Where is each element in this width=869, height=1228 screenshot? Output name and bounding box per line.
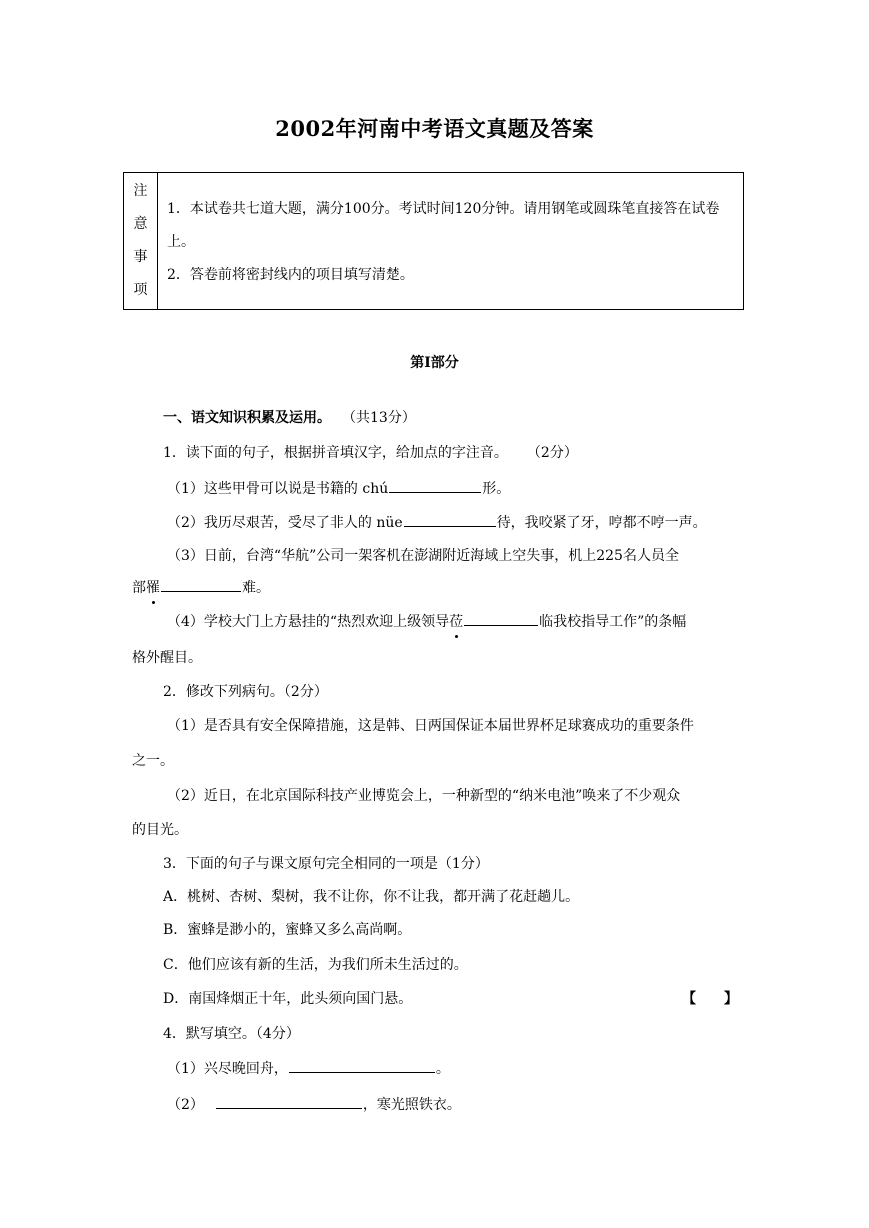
q4-line-1 xyxy=(167,1058,738,1079)
q4-s1-a: （1）兴尽晚回舟， xyxy=(167,1061,288,1077)
q1-stem xyxy=(163,443,738,463)
dotted-char: 莅 xyxy=(449,614,464,630)
part1-heading xyxy=(163,408,738,428)
q1-score: （2分） xyxy=(533,445,578,461)
notice-item-2: 2．答卷前将密封线内的项目填写清楚。 xyxy=(167,267,414,283)
q3-option-d xyxy=(163,989,738,1009)
part1-heading-text: 一、语文知识积累及运用。 xyxy=(163,410,331,426)
q1-sentence-3b xyxy=(132,577,738,598)
notice-body xyxy=(167,193,735,292)
page-title: 2002年河南中考语文真题及答案 xyxy=(275,116,594,141)
q1-s4-a: （4）学校大门上方悬挂的“热烈欢迎上级领导 xyxy=(167,614,450,630)
q4-s1-b: 。 xyxy=(435,1061,450,1077)
q1-sentence-4c: 格外醒目。 xyxy=(132,650,202,666)
answer-bracket[interactable]: 【 】 xyxy=(682,991,738,1007)
q4-s2-a: （2） xyxy=(167,1097,204,1113)
q1-s2-b: 待，我咬紧了牙，哼都不哼一声。 xyxy=(496,515,707,531)
q4-stem: 4．默写填空。（4分） xyxy=(163,1026,300,1042)
q2-sentence-2b: 的目光。 xyxy=(132,822,188,838)
notice-box xyxy=(123,172,744,310)
q1-sentence-2 xyxy=(167,512,738,533)
q1-s3-b1: 部 xyxy=(132,580,146,596)
answer-blank[interactable] xyxy=(389,478,481,493)
q1-sentence-3a: （3）日前，台湾“华航”公司一架客机在澎湖附近海域上空失事，机上225名人员全 xyxy=(167,548,679,564)
q1-sentence-1 xyxy=(167,478,738,499)
notice-label xyxy=(124,173,158,309)
answer-blank[interactable] xyxy=(161,577,241,592)
q4-s2-b: ，寒光照铁衣。 xyxy=(362,1097,461,1113)
answer-blank[interactable] xyxy=(289,1058,435,1073)
part1-heading-score: （共13分） xyxy=(349,410,416,426)
q1-s4-b: 临我校指导工作”的条幅 xyxy=(539,614,687,630)
q2-sentence-1a: （1）是否具有安全保障措施，这是韩、日两国保证本届世界杯足球赛成功的重要条件 xyxy=(167,718,694,734)
q3-stem: 3．下面的句子与课文原句完全相同的一项是（1分） xyxy=(163,856,489,872)
notice-label-char: 事 xyxy=(133,249,148,265)
q3-option-c: C．他们应该有新的生活，为我们所未生活过的。 xyxy=(163,957,468,973)
notice-item-1: 1．本试卷共七道大题，满分100分。考试时间120分钟。请用钢笔或圆珠笔直接答在试卷上。 xyxy=(167,201,720,250)
q1-s1-b: 形。 xyxy=(482,481,511,497)
answer-blank[interactable] xyxy=(464,611,538,626)
q1-stem-text: 1．读下面的句子，根据拼音填汉字，给加点的字注音。 xyxy=(163,445,508,461)
q2-sentence-1b: 之一。 xyxy=(132,753,174,769)
q3-option-b: B．蜜蜂是渺小的，蜜蜂又多么高尚啊。 xyxy=(163,922,412,938)
q2-sentence-2a: （2）近日，在北京国际科技产业博览会上，一种新型的“纳米电池”唤来了不少观众 xyxy=(167,788,681,804)
notice-label-char: 项 xyxy=(133,282,148,298)
notice-label-char: 注 xyxy=(133,183,148,199)
notice-label-char: 意 xyxy=(133,216,148,232)
q1-s3-b2: 难。 xyxy=(242,580,270,596)
q3-option-a: A．桃树、杏树、梨树，我不让你，你不让我，都开满了花赶趟儿。 xyxy=(163,889,580,905)
q1-s1-a: （1）这些甲骨可以说是书籍的 chú xyxy=(167,481,389,497)
answer-blank[interactable] xyxy=(404,512,496,527)
answer-blank[interactable] xyxy=(216,1094,362,1109)
dotted-char: 罹 xyxy=(146,580,160,596)
q2-stem: 2．修改下列病句。（2分） xyxy=(163,684,328,700)
q3-option-d-text: D．南国烽烟正十年，此头须向国门悬。 xyxy=(163,991,413,1007)
q1-s2-a: （2）我历尽艰苦，受尽了非人的 nüe xyxy=(167,515,403,531)
q1-sentence-4a xyxy=(167,611,738,632)
q4-line-2 xyxy=(167,1094,738,1115)
section-title: 第Ⅰ部分 xyxy=(410,355,459,371)
